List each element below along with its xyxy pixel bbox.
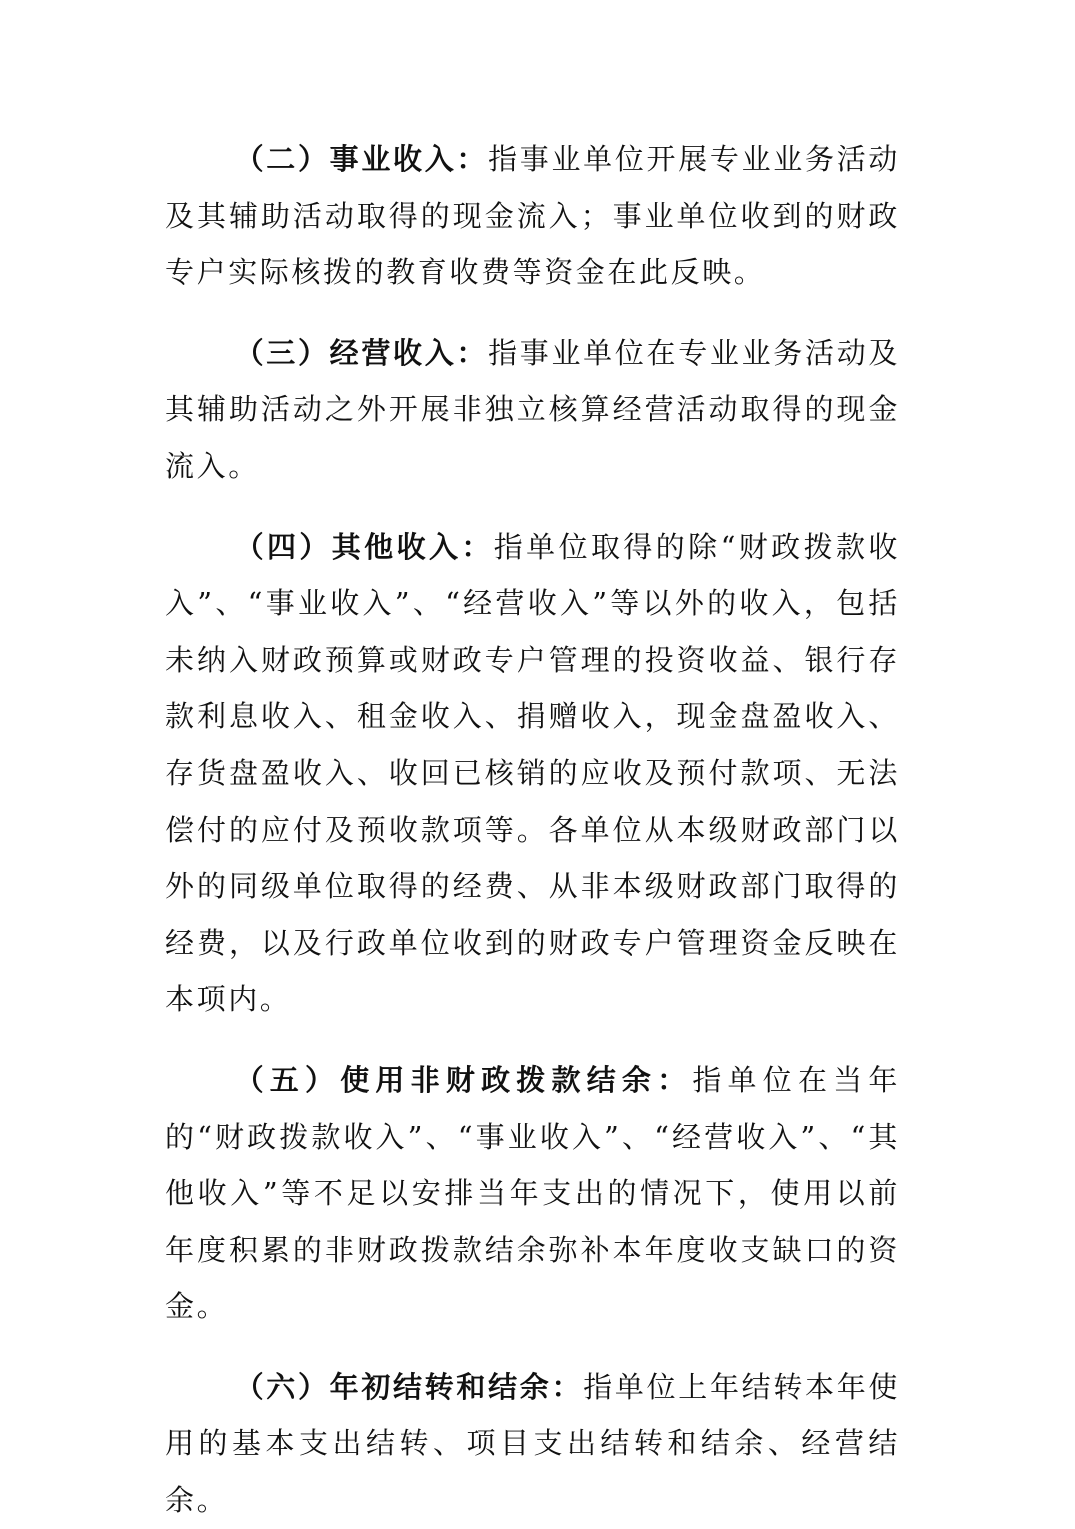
paragraph-carryover-balance: [165, 1359, 900, 1529]
paragraph-text: 指单位取得的除“财政拨款收入”、“事业收入”、“经营收入”等以外的收入，包括未纳入财政预算或财政专户管理的投资收益、银行存款利息收入、租金收入、捐赠收入，现金盘盈收入、存货盘盈收入、收回已核销的应收及预付款项、无法偿付的应付及预收款项等。各单位从本级财政部门以外的同级单位取得的经费、从非本级财政部门取得的经费，以及行政单位收到的财政专户管理资金反映在本项内。: [165, 529, 900, 1017]
paragraph-heading: （六）年初结转和结余：: [234, 1369, 584, 1404]
paragraph-heading: （三）经营收入：: [234, 335, 489, 370]
paragraph-other-income: [165, 519, 900, 1028]
paragraph-business-income: [165, 325, 900, 495]
paragraph-heading: （五）使用非财政拨款结余：: [234, 1062, 693, 1097]
paragraph-heading: （二）事业收入：: [234, 142, 489, 176]
paragraph-non-fiscal-surplus: [165, 1052, 900, 1335]
paragraph-heading: （四）其他收入：: [234, 529, 494, 564]
paragraph-text: 指事业单位在专业业务活动及其辅助活动之外开展非独立核算经营活动取得的现金流入。: [165, 335, 900, 483]
paragraph-career-income: [165, 131, 900, 301]
document-body: [165, 131, 900, 1529]
paragraph-text: 指事业单位开展专业业务活动及其辅助活动取得的现金流入；事业单位收到的财政专户实际核拨的教育收费等资金在此反映。: [165, 142, 900, 290]
paragraph-text: 指单位上年结转本年使用的基本支出结转、项目支出结转和结余、经营结余。: [165, 1369, 900, 1518]
paragraph-text: 指单位在当年的“财政拨款收入”、“事业收入”、“经营收入”、“其他收入”等不足以安排当年支出的情况下，使用以前年度积累的非财政拨款结余弥补本年度收支缺口的资金。: [165, 1062, 900, 1324]
